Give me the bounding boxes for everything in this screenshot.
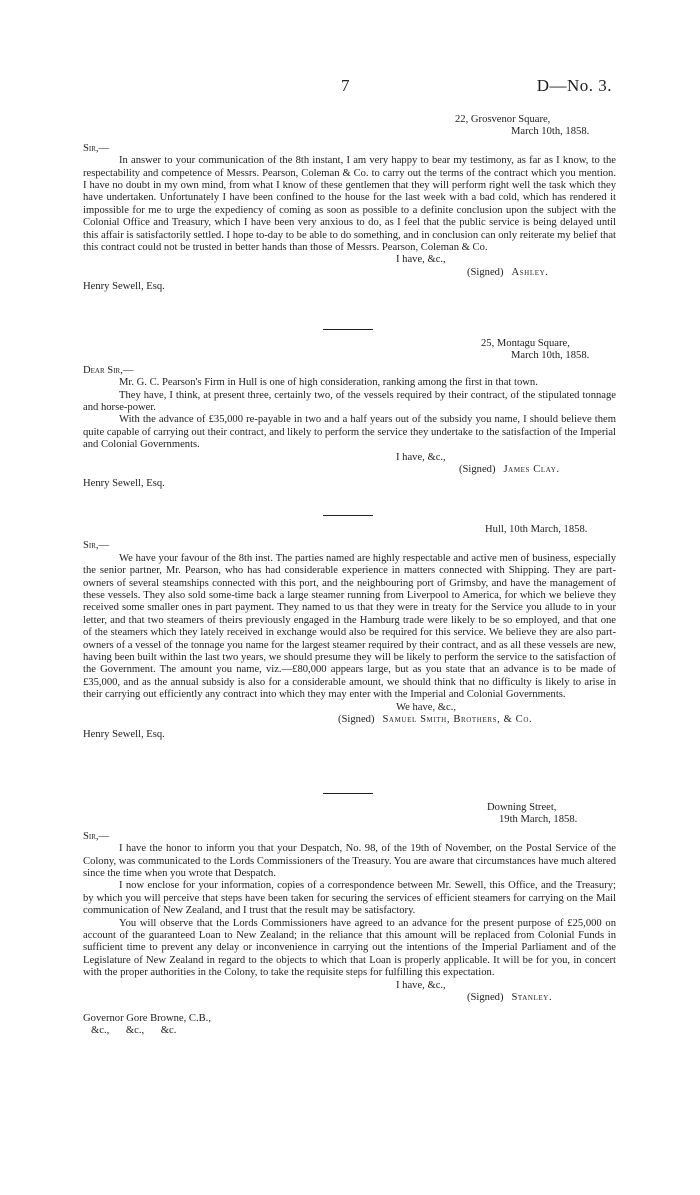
letter-paragraph: You will observe that the Lords Commissioners have agreed to an advance for the present purpose of £25,000 on account of the guaranteed Loan to New Zealand; in the reliance that this amount will be replaced from Colonial Funds in sufficient time to prevent any delay or inconvenience in carrying out the intentions of the Imperial Parliament and of the Legislature of New Zealand in regard to the objects to which that Loan is properly applicable. It will be for you, in concert with the proper authorities in the Colony, to take the requisite steps for fulfilling this expectation. — [83, 917, 616, 979]
letter-stanley — [83, 802, 616, 1037]
divider-rule — [323, 329, 373, 330]
salutation: Dear Sir,— — [83, 364, 134, 376]
closing: We have, &c., — [396, 701, 457, 713]
letter-address: Hull, 10th March, 1858. — [485, 524, 588, 535]
letter-address: Downing Street, 19th March, 1858. — [487, 802, 578, 826]
addressee: Henry Sewell, Esq. — [83, 478, 165, 490]
letter-ashley — [83, 114, 616, 294]
signature: (Signed) Samuel Smith, Brothers, & Co. — [338, 714, 533, 726]
letter-paragraph: I have the honor to inform you that your Despatch, No. 98, of the 19th of November, on the Postal Service of the Colony, was communicated to the Lords Commissioners of the Treasury. You are aware that circumstances have much altered since the time when you wrote that Despatch. — [83, 843, 616, 880]
closing: I have, &c., — [396, 451, 446, 463]
closing: I have, &c., — [396, 979, 446, 991]
addressee: Henry Sewell, Esq. — [83, 281, 165, 293]
letter-body: In answer to your communication of the 8th instant, I am very happy to bear my testimony, as far as I know, to the respectability and competence of Messrs. Pearson, Coleman & Co. to carry out the terms of the contract which you mention. I have no doubt in my own mind, from what I know of these gentlemen that they will perform right well the task which they have undertaken. Unfortunately I have been confined to the house for the last week with a bad cold, which has rendered it impossible for me to urge the expediency of coming as soon as possible to a definite conclusion upon the subject with the Colonial Office and Treasury, which I have been very anxious to do, as I feel that the public service is being delayed until this affair is satisfactorily settled. I hope to-day to be able to do something, and in conclusion can only reiterate my belief that this contract could not be trusted in better hands than those of Messrs. Pearson, Coleman & Co. — [83, 155, 616, 254]
divider-rule — [323, 793, 373, 794]
document-reference: D—No. 3. — [536, 76, 612, 95]
salutation: Sir,— — [83, 830, 110, 842]
letter-paragraph: Mr. G. C. Pearson's Firm in Hull is one of high consideration, ranking among the first in that town. — [119, 377, 538, 389]
letter-smith-brothers — [83, 524, 616, 741]
letter-paragraph: With the advance of £35,000 re-payable in two and a half years out of the subsidy you name, I should believe them quite capable of carrying out their contract, and likely to perform the service they undertake to the satisfaction of the Imperial and Colonial Governments. — [83, 414, 616, 451]
signature: (Signed) Ashley. — [467, 266, 549, 278]
letter-paragraph: I now enclose for your information, copies of a correspondence between Mr. Sewell, this Office, and the Treasury; by which you will perceive that steps have been taken for securing the services of efficient steamers for carrying on the Mail communication of New Zealand, and I trust that the result may be satisfactory. — [83, 880, 616, 917]
divider-rule — [323, 515, 373, 516]
addressee: Henry Sewell, Esq. — [83, 728, 165, 740]
salutation: Sir,— — [83, 142, 110, 154]
closing: I have, &c., — [396, 254, 446, 266]
letter-body: We have your favour of the 8th inst. The parties named are highly respectable and active men of business, especially the senior partner, Mr. Pearson, who has had considerable experience in matters connected with Shipping. They are part-owners of several steamships connected with this port, and the neighbouring port of Grimsby, and have the management of these vessels. They also sold some-time back a large steamer running from Liverpool to America, for which we believe they received some smaller ones in part payment. They named to us that they were in treaty for the Service you allude to in your letter, and that two steamers of theirs previously engaged in the Hamburg trade were likely to be so employed, and that one of the steamers which they lately received in exchange would also be required for this service. We believe they are also part-owners of a vessel of the tonnage you name for the largest steamer required by their contract, and as all these vessels are new, having been built within the last two years, we should presume they will be likely to perform the service to the satisfaction of the Government. The amount you name, viz.—£80,000 appears large, but as you state that an advance is to be made of £35,000, and as the annual subsidy is also for a considerable amount, we should think that no difficulty is likely to arise in their carrying out efficiently any contract into which they may enter with the Imperial and Colonial Governments. — [83, 552, 616, 701]
page-number: 7 — [341, 76, 350, 95]
letter-paragraph: They have, I think, at present three, certainly two, of the vessels required by their contract, of the stipulated tonnage and horse-power. — [83, 389, 616, 414]
addressee: Governor Gore Browne, C.B., &c., &c., &c. — [83, 1012, 211, 1036]
letter-address: 22, Grosvenor Square, March 10th, 1858. — [455, 114, 590, 138]
signature: (Signed) Stanley. — [467, 992, 553, 1004]
letter-clay — [83, 338, 616, 491]
signature: (Signed) James Clay. — [459, 464, 560, 476]
letter-address: 25, Montagu Square, March 10th, 1858. — [481, 338, 590, 362]
salutation: Sir,— — [83, 540, 110, 552]
